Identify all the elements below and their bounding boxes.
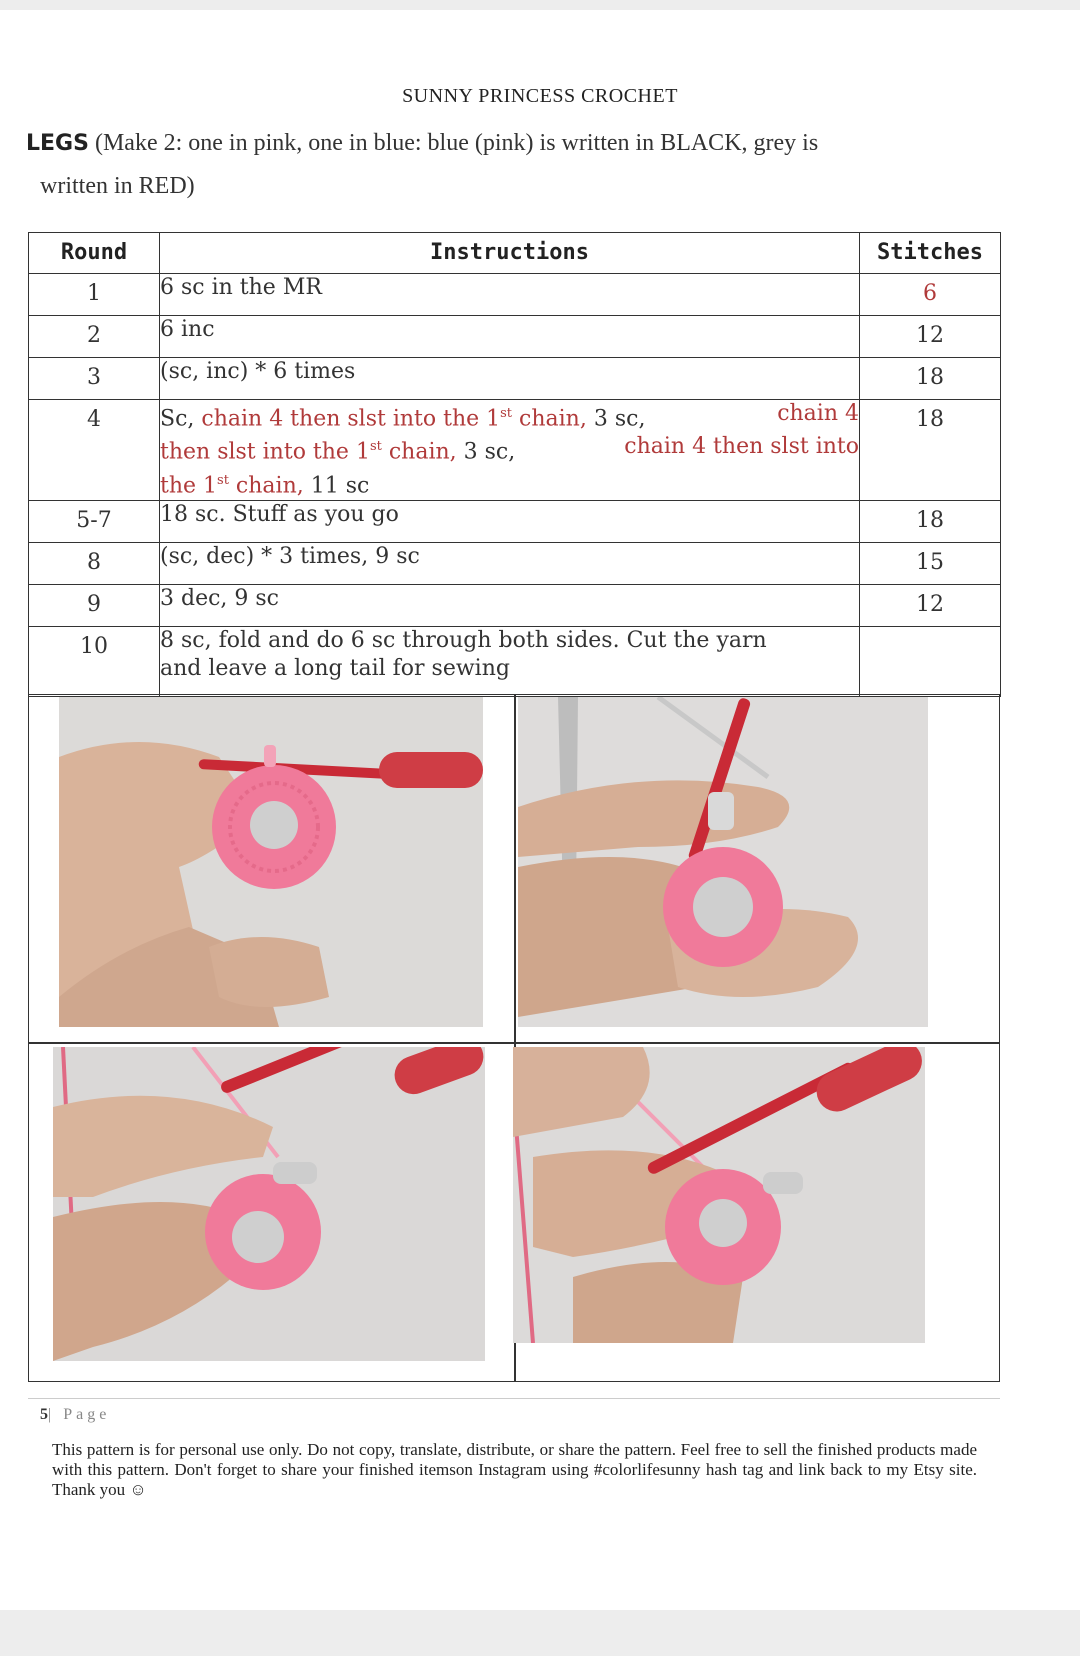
instruction-cell: 6 sc in the MR [160, 274, 860, 316]
header-stitches: Stitches [860, 233, 1001, 274]
stitch-cell: 18 [860, 358, 1001, 400]
stitch-cell: 6 [860, 274, 1001, 316]
table-row [29, 400, 1001, 501]
crochet-photo-image [53, 1047, 485, 1361]
stitch-cell: 12 [860, 584, 1001, 626]
round-cell: 5-7 [29, 500, 160, 542]
step-photo-4 [513, 1047, 925, 1343]
table-row [29, 584, 1001, 626]
instruction-line: the 1st chain, 11 sc [160, 472, 370, 498]
table-row [29, 274, 1001, 316]
stitch-cell: 15 [860, 542, 1001, 584]
table-row [29, 500, 1001, 542]
round-cell: 8 [29, 542, 160, 584]
step-photo-3 [53, 1047, 485, 1361]
instruction-cell: 18 sc. Stuff as you go [160, 500, 860, 542]
crochet-photo-image [513, 1047, 925, 1343]
instruction-cell: (sc, dec) * 3 times, 9 sc [160, 542, 860, 584]
round-cell: 2 [29, 316, 160, 358]
intro-line-2: written in RED) [40, 173, 195, 199]
round-cell: 10 [29, 626, 160, 696]
round-cell: 1 [29, 274, 160, 316]
instruction-line: Sc, chain 4 then slst into the 1st chain, 3 sc, chain 4 [160, 401, 859, 432]
instruction-cell: (sc, inc) * 6 times [160, 358, 860, 400]
usage-note: This pattern is for personal use only. Do not copy, translate, distribute, or share the pattern. Feel free to sell the finished products made with this pattern. Don't forget to share your finished itemson Instagram using #colorlifesunny hash tag and link back to my Etsy site. Thank you ☺ [52, 1440, 977, 1499]
header-instructions: Instructions [160, 233, 860, 274]
footer-divider [28, 1398, 1000, 1399]
pattern-table [28, 232, 1001, 697]
crochet-photo-image [59, 697, 483, 1027]
table-row [29, 358, 1001, 400]
table-row [29, 626, 1001, 696]
stitch-cell [860, 626, 1001, 696]
step-photo-1 [59, 697, 483, 1027]
round-cell: 9 [29, 584, 160, 626]
stitch-cell: 18 [860, 500, 1001, 542]
photo-grid [28, 694, 1000, 1382]
intro-line-1: LEGS (Make 2: one in pink, one in blue: blue (pink) is written in BLACK, grey is [26, 130, 819, 156]
table-header-row [29, 233, 1001, 274]
round-cell: 4 [29, 400, 160, 501]
step-photo-2 [518, 697, 928, 1027]
round-cell: 3 [29, 358, 160, 400]
instruction-line: 8 sc, fold and do 6 sc through both sides. Cut the yarn [160, 627, 767, 653]
instruction-cell [160, 626, 860, 696]
instruction-line: and leave a long tail for sewing [160, 655, 510, 681]
stitch-cell: 18 [860, 400, 1001, 501]
instruction-cell [160, 400, 860, 501]
instruction-cell: 6 inc [160, 316, 860, 358]
legs-intro [26, 122, 1016, 207]
table-row [29, 316, 1001, 358]
document-header: SUNNY PRINCESS CROCHET [402, 85, 678, 107]
table-row [29, 542, 1001, 584]
page-number: 5| Page [40, 1406, 111, 1423]
grid-divider [29, 1042, 999, 1044]
section-heading: LEGS [26, 131, 89, 156]
stitch-cell: 12 [860, 316, 1001, 358]
header-round: Round [29, 233, 160, 274]
crochet-photo-image [518, 697, 928, 1027]
document-page [0, 10, 1080, 1610]
instruction-line: then slst into the 1st chain, 3 sc, chain 4 then slst into [160, 434, 859, 465]
instruction-cell: 3 dec, 9 sc [160, 584, 860, 626]
